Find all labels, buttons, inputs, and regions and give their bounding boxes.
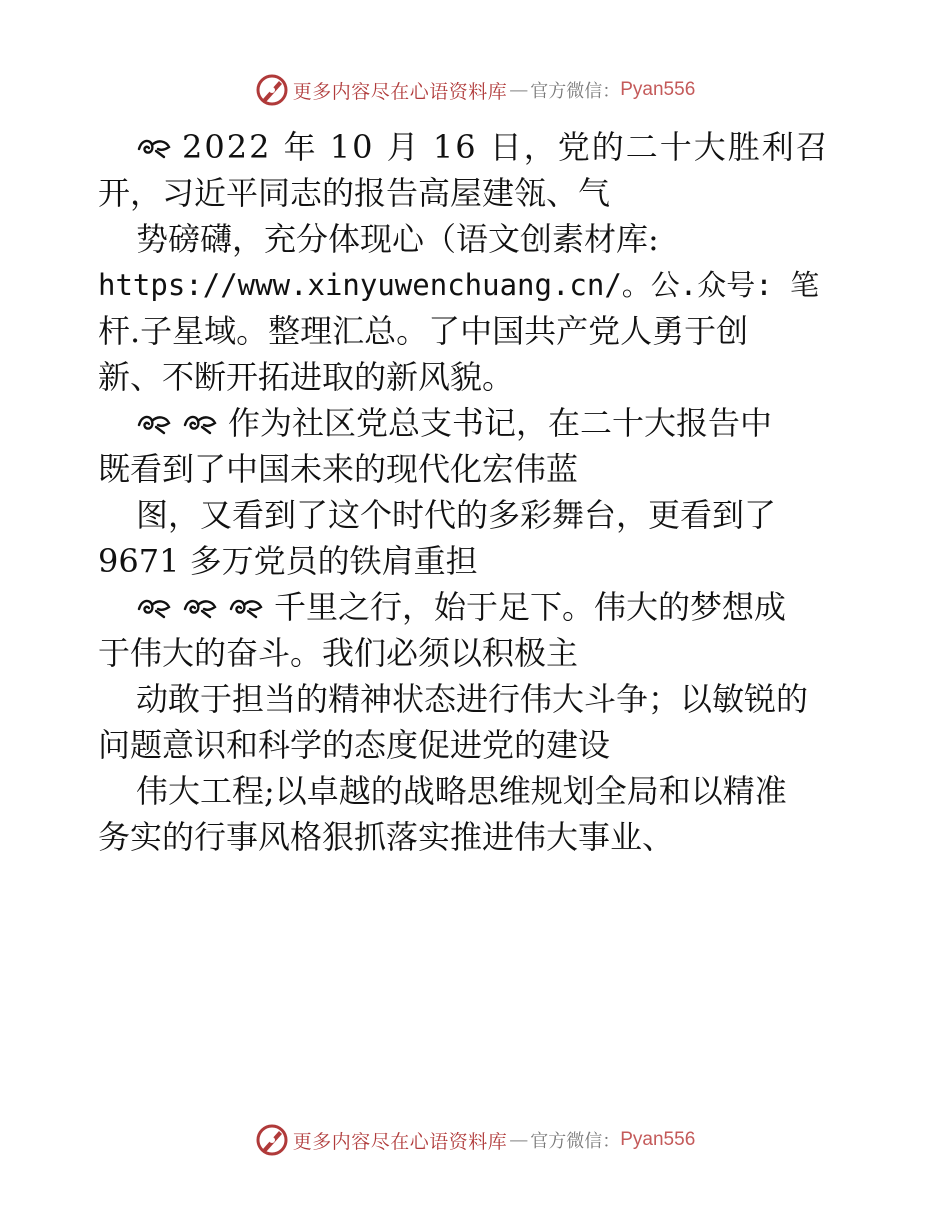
paragraph-line-4 [98,262,858,308]
banner-wechat-label: 官方微信： [530,81,621,102]
pen-seal-logo-icon [255,1123,289,1157]
fleuron-icon [228,595,264,619]
line-text: 杆.子星域。整理汇总。了中国共产党人勇于创 [98,312,749,350]
pen-seal-logo-icon [255,73,289,107]
line-text: https://www.xinyuwenchuang.cn/。公.众号: 笔 [98,268,820,302]
paragraph-line-9 [98,492,858,538]
fleuron-icon [182,595,218,619]
banner-separator: — [509,79,529,101]
header-watermark [0,70,950,110]
paragraph-line-8 [98,446,858,492]
fleuron-icon [136,595,172,619]
line-text: 2022 年 10 月 16 日，党的二十大胜利召 [182,128,830,166]
banner-text: 更多内容尽在心语资料库 [292,1130,508,1153]
paragraph-line-3 [98,216,858,262]
line-text: 务实的行事风格狠抓落实推进伟大事业、 [98,818,675,856]
paragraph-line-11 [98,584,858,630]
banner-separator: — [509,1129,529,1151]
paragraph-line-1 [98,124,858,170]
line-text: 于伟大的奋斗。我们必须以积极主 [98,634,579,672]
line-text: 动敢于担当的精神状态进行伟大斗争；以敏锐的 [136,680,809,718]
line-text: 势磅礴，充分体现心（语文创素材库: [136,220,659,258]
line-text: 图，又看到了这个时代的多彩舞台，更看到了 [136,496,777,534]
line-text: 千里之行，始于足下。伟大的梦想成 [274,588,787,626]
paragraph-line-7 [98,400,858,446]
paragraph-line-16 [98,814,858,860]
line-text: 开，习近平同志的报告高屋建瓴、气 [98,174,611,212]
paragraph-line-12 [98,630,858,676]
paragraph-line-5 [98,308,858,354]
paragraph-line-13 [98,676,858,722]
paragraph-line-6 [98,354,858,400]
line-text: 9671 多万党员的铁肩重担 [98,542,478,580]
paragraph-line-2 [98,170,858,216]
banner-wechat-label: 官方微信： [530,1131,621,1152]
line-text: 新、不断开拓进取的新风貌。 [98,358,515,396]
line-text: 既看到了中国未来的现代化宏伟蓝 [98,450,579,488]
line-text: 作为社区党总支书记，在二十大报告中 [228,404,773,442]
fleuron-icon [182,411,218,435]
fleuron-icon [136,135,172,159]
footer-watermark [0,1120,950,1160]
banner-text: 更多内容尽在心语资料库 [292,80,508,103]
banner-wechat-id: Pyan556 [620,79,696,100]
paragraph-line-15 [98,768,858,814]
line-text: 伟大工程;以卓越的战略思维规划全局和以精准 [136,772,787,810]
banner-wechat-id: Pyan556 [620,1129,696,1150]
fleuron-icon [136,411,172,435]
paragraph-line-10 [98,538,858,584]
paragraph-line-14 [98,722,858,768]
line-text: 问题意识和科学的态度促进党的建设 [98,726,611,764]
document-body [98,124,858,860]
